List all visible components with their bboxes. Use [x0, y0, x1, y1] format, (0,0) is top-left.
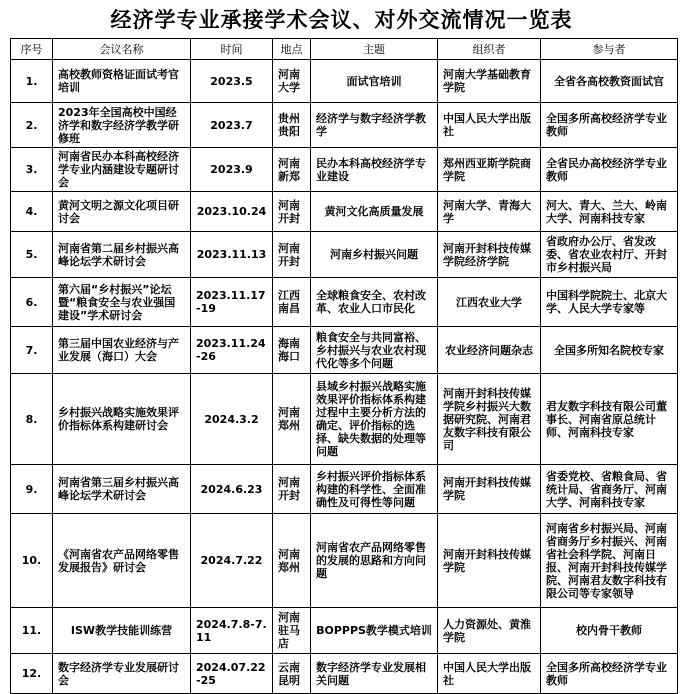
- cell-place-text: 河南郑州: [278, 406, 300, 432]
- cell-theme-text: 全球粮食安全、农村改革、农业人口市民化: [316, 289, 426, 315]
- cell-name: [53, 232, 191, 278]
- cell-no-text: 9.: [25, 482, 38, 496]
- cell-no: [11, 654, 53, 694]
- cell-time: [191, 465, 273, 514]
- cell-place: [273, 103, 311, 148]
- cell-name: [53, 608, 191, 654]
- cell-place: [273, 192, 311, 232]
- cell-name: [53, 148, 191, 192]
- cell-time: [191, 60, 273, 103]
- cell-no-text: 5.: [25, 248, 38, 261]
- cell-organizer-text: 农业经济问题杂志: [445, 343, 533, 357]
- cell-theme-text: 粮食安全与共同富裕、乡村振兴与农业农村现代化等多个问题: [316, 330, 426, 370]
- cell-no: [11, 327, 53, 374]
- cell-theme: [311, 232, 438, 278]
- cell-theme: [311, 192, 438, 232]
- table-row: [11, 60, 678, 103]
- table-row: [11, 465, 678, 514]
- table-row: [11, 327, 678, 374]
- cell-place: [273, 148, 311, 192]
- cell-participants: [541, 278, 678, 327]
- cell-no-text: 10.: [21, 554, 42, 567]
- cell-name-text: 数字经济学专业发展研讨会: [58, 660, 179, 687]
- table-body: [11, 60, 678, 694]
- cell-time: [191, 192, 273, 232]
- cell-time-text: 2023.11.17-19: [196, 289, 266, 315]
- cell-name-text: 2023年全国高校中国经济学和数字经济学教学研修班: [58, 105, 179, 145]
- cell-participants: [541, 148, 678, 192]
- cell-name: [53, 103, 191, 148]
- cell-organizer: [438, 148, 541, 192]
- header-cell-organizer: 组织者: [438, 39, 541, 60]
- cell-organizer-text: 中国人民大学出版社: [443, 112, 531, 138]
- cell-theme-text: 河南省农产品网络零售的发展的思路和方向问题: [316, 541, 426, 580]
- cell-place-text: 云南昆明: [278, 660, 300, 687]
- cell-name-text: 第三届中国农业经济与产业发展（海口）大会: [58, 337, 179, 363]
- cell-no-text: 8.: [25, 412, 38, 426]
- cell-name: [53, 465, 191, 514]
- cell-theme-text: 民办本科高校经济学专业建设: [316, 156, 426, 183]
- cell-organizer: [438, 374, 541, 465]
- cell-no-text: 6.: [25, 295, 38, 309]
- cell-no-text: 4.: [25, 205, 38, 218]
- cell-no: [11, 374, 53, 465]
- cell-participants: [541, 192, 678, 232]
- cell-participants: [541, 374, 678, 465]
- table-row: [11, 103, 678, 148]
- cell-organizer: [438, 514, 541, 608]
- cell-no: [11, 465, 53, 514]
- cell-place: [273, 60, 311, 103]
- cell-place: [273, 514, 311, 608]
- cell-place-text: 河南开封: [278, 241, 300, 268]
- cell-time: [191, 514, 273, 608]
- cell-participants: [541, 327, 678, 374]
- cell-time-text: 2023.5: [210, 74, 253, 88]
- cell-participants: [541, 654, 678, 694]
- cell-participants: [541, 103, 678, 148]
- cell-time: [191, 103, 273, 148]
- header-cell-no: 序号: [11, 39, 53, 60]
- cell-time: [191, 654, 273, 694]
- cell-name: [53, 374, 191, 465]
- cell-organizer: [438, 608, 541, 654]
- table-row: [11, 374, 678, 465]
- cell-place-text: 河南开封: [278, 198, 300, 225]
- cell-organizer-text: 郑州西亚斯学院商学院: [443, 156, 531, 183]
- table-header: [11, 39, 678, 60]
- cell-place: [273, 465, 311, 514]
- cell-time: [191, 148, 273, 192]
- cell-participants-text: 全国多所高校经济学专业教师: [546, 112, 667, 138]
- cell-place-text: 河南驻马店: [278, 611, 300, 650]
- cell-theme-text: 河南乡村振兴问题: [330, 248, 418, 261]
- cell-participants-text: 全省民办高校经济学专业教师: [546, 156, 667, 183]
- cell-time-text: 2024.6.23: [200, 482, 263, 496]
- cell-time-text: 2023.9: [210, 163, 253, 176]
- cell-no-text: 1.: [25, 74, 38, 88]
- cell-no: [11, 278, 53, 327]
- table-row: [11, 608, 678, 654]
- table-row: [11, 514, 678, 608]
- cell-organizer: [438, 192, 541, 232]
- cell-place-text: 海南海口: [278, 337, 300, 363]
- cell-time-text: 2024.7.22: [200, 554, 263, 567]
- cell-theme-text: 黄河文化高质量发展: [324, 205, 424, 218]
- cell-theme-text: 乡村振兴评价指标体系构建的科学性、全面准确性及可得性等问题: [316, 469, 426, 509]
- cell-no: [11, 148, 53, 192]
- cell-theme: [311, 60, 438, 103]
- cell-place-text: 河南大学: [278, 68, 300, 94]
- cell-organizer-text: 河南开封科技传媒学院乡村振兴大数据研究院、河南君友数字科技有限公司: [443, 386, 531, 452]
- header-cell-name: 会议名称: [53, 39, 191, 60]
- cell-participants-text: 河南省乡村振兴局、河南省商务厅乡村振兴、河南省社会科学院、河南日报、河南开封科技传媒学院、河南君友数字科技有限公司等专家领导: [546, 521, 667, 600]
- cell-participants-text: 校内骨干教师: [576, 624, 642, 637]
- cell-name: [53, 278, 191, 327]
- cell-organizer: [438, 232, 541, 278]
- cell-theme: [311, 374, 438, 465]
- cell-no: [11, 514, 53, 608]
- conference-table: [10, 38, 678, 694]
- cell-organizer: [438, 278, 541, 327]
- header-row: [11, 39, 678, 60]
- cell-theme-text: 数字经济学专业发展相关问题: [316, 660, 426, 687]
- cell-place: [273, 232, 311, 278]
- cell-theme-text: BOPPPS教学模式培训: [316, 624, 432, 637]
- cell-no-text: 12.: [21, 667, 42, 680]
- cell-participants-text: 全国多所知名院校专家: [554, 343, 664, 357]
- cell-participants: [541, 465, 678, 514]
- table-row: [11, 192, 678, 232]
- cell-time-text: 2024.07.22-25: [196, 660, 266, 687]
- cell-no-text: 7.: [25, 343, 38, 357]
- cell-participants: [541, 514, 678, 608]
- cell-time-text: 2023.10.24: [196, 205, 267, 218]
- table-row: [11, 278, 678, 327]
- cell-name: [53, 192, 191, 232]
- cell-theme: [311, 608, 438, 654]
- cell-organizer: [438, 60, 541, 103]
- cell-no: [11, 60, 53, 103]
- cell-name: [53, 654, 191, 694]
- page-title: 经济学专业承接学术会议、对外交流情况一览表: [110, 7, 573, 32]
- header-cell-time: 时间: [191, 39, 273, 60]
- cell-name-text: 河南省民办本科高校经济学专业内涵建设专题研讨会: [58, 150, 179, 189]
- cell-time-text: 2023.11.13: [196, 248, 267, 261]
- cell-name-text: 乡村振兴战略实施效果评价指标体系构建研讨会: [58, 406, 179, 432]
- header-cell-place: 地点: [273, 39, 311, 60]
- cell-no-text: 11.: [21, 624, 42, 637]
- cell-no: [11, 608, 53, 654]
- cell-place: [273, 278, 311, 327]
- table-row: [11, 232, 678, 278]
- cell-no: [11, 192, 53, 232]
- cell-name-text: 黄河文明之源文化项目研讨会: [58, 198, 179, 225]
- cell-theme: [311, 278, 438, 327]
- header-cell-participants: 参与者: [541, 39, 678, 60]
- cell-no-text: 3.: [25, 163, 38, 176]
- cell-participants: [541, 232, 678, 278]
- cell-time-text: 2023.7: [210, 118, 253, 132]
- cell-place-text: 河南郑州: [278, 547, 300, 574]
- cell-organizer-text: 河南开封科技传媒学院: [443, 476, 531, 502]
- cell-participants: [541, 60, 678, 103]
- cell-theme: [311, 654, 438, 694]
- cell-no-text: 2.: [25, 118, 38, 132]
- cell-place-text: 河南开封: [278, 476, 300, 502]
- table-row: [11, 654, 678, 694]
- cell-theme: [311, 148, 438, 192]
- cell-name: [53, 514, 191, 608]
- cell-theme: [311, 465, 438, 514]
- cell-name-text: 第六届“乡村振兴”论坛暨“粮食安全与农业强国建设”学术研讨会: [58, 282, 176, 322]
- cell-organizer-text: 中国人民大学出版社: [443, 660, 531, 687]
- cell-organizer: [438, 465, 541, 514]
- cell-theme-text: 经济学与数字经济学教学: [316, 112, 426, 138]
- cell-theme-text: 面试官培训: [346, 74, 402, 88]
- cell-no: [11, 103, 53, 148]
- cell-time-text: 2024.7.8-7.11: [196, 617, 267, 644]
- cell-participants-text: 君友数字科技有限公司董事长、河南省原总统计师、河南科技专家: [546, 399, 667, 439]
- cell-name-text: 《河南省农产品网络零售发展报告》研讨会: [58, 547, 179, 574]
- cell-place-text: 河南新郑: [278, 156, 300, 183]
- cell-participants-text: 全国多所高校经济学专业教师: [546, 660, 667, 687]
- cell-time: [191, 278, 273, 327]
- cell-organizer: [438, 103, 541, 148]
- cell-name: [53, 60, 191, 103]
- cell-participants-text: 河大、青大、兰大、岭南大学、河南科技专家: [546, 198, 667, 225]
- cell-organizer-text: 河南开封科技传媒学院经济学院: [443, 241, 531, 268]
- cell-time-text: 2023.11.24-26: [196, 337, 266, 363]
- cell-no: [11, 232, 53, 278]
- cell-time: [191, 374, 273, 465]
- cell-theme: [311, 103, 438, 148]
- cell-organizer-text: 江西农业大学: [456, 295, 522, 309]
- table-row: [11, 148, 678, 192]
- cell-participants-text: 中国科学院院士、北京大学、人民大学专家等: [546, 289, 667, 315]
- cell-organizer: [438, 327, 541, 374]
- header-cell-theme: 主题: [311, 39, 438, 60]
- cell-name-text: 河南省第三届乡村振兴高峰论坛学术研讨会: [58, 476, 179, 502]
- cell-time: [191, 327, 273, 374]
- cell-name-text: 河南省第二届乡村振兴高峰论坛学术研讨会: [58, 241, 179, 268]
- cell-time: [191, 232, 273, 278]
- cell-participants-text: 省政府办公厅、省发改委、省农业农村厅、开封市乡村振兴局: [546, 235, 667, 274]
- cell-organizer-text: 河南大学基础教育学院: [443, 68, 531, 94]
- cell-place-text: 江西南昌: [278, 289, 300, 315]
- cell-place: [273, 327, 311, 374]
- cell-theme: [311, 514, 438, 608]
- cell-theme: [311, 327, 438, 374]
- cell-organizer-text: 人力资源处、黄淮学院: [443, 617, 531, 644]
- cell-organizer-text: 河南大学、青海大学: [443, 198, 531, 225]
- cell-participants-text: 全省各高校教资面试官: [554, 74, 664, 88]
- cell-place: [273, 374, 311, 465]
- cell-theme-text: 县域乡村振兴战略实施效果评价指标体系构建过程中主要分析方法的确定、评价指标的选择、缺失数据的处理等问题: [316, 380, 426, 458]
- cell-organizer-text: 河南开封科技传媒学院: [443, 547, 531, 574]
- cell-place-text: 贵州贵阳: [278, 112, 300, 138]
- cell-time: [191, 608, 273, 654]
- cell-place: [273, 654, 311, 694]
- cell-organizer: [438, 654, 541, 694]
- cell-name: [53, 327, 191, 374]
- cell-name-text: 高校教师资格证面试考官培训: [58, 68, 179, 94]
- cell-participants-text: 省委党校、省粮食局、省统计局、省商务厅、河南大学、河南科技专家: [546, 469, 667, 509]
- cell-time-text: 2024.3.2: [204, 412, 259, 426]
- cell-participants: [541, 608, 678, 654]
- cell-place: [273, 608, 311, 654]
- cell-name-text: ISW教学技能训练营: [70, 624, 173, 637]
